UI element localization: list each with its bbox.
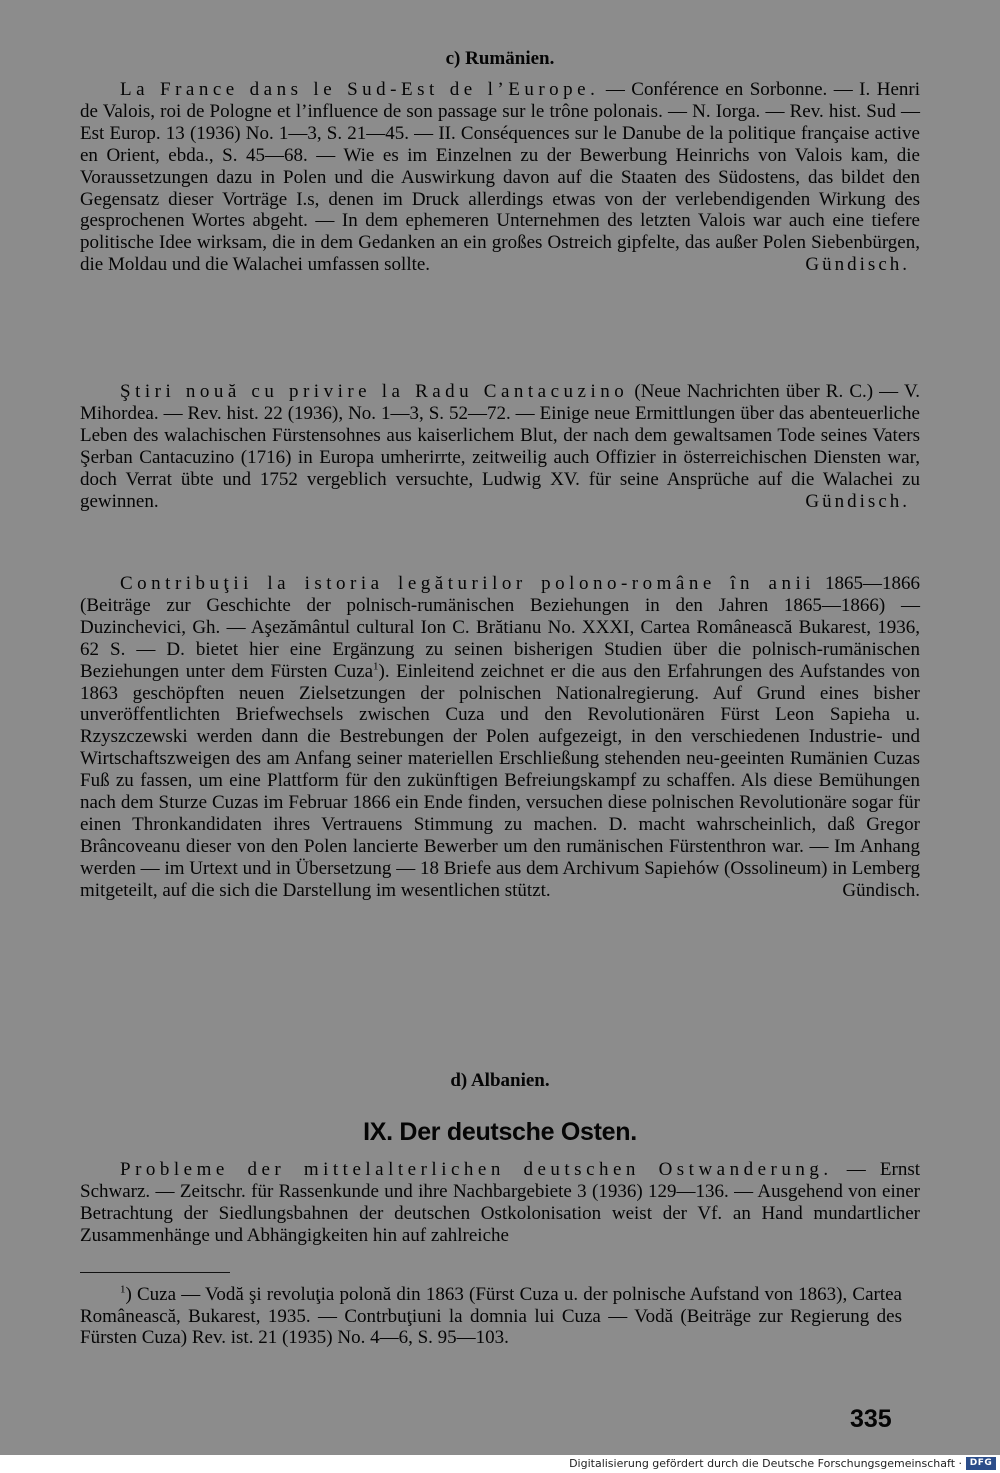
section-heading-albanien: d) Albanien.	[450, 1070, 550, 1091]
chapter-heading: IX. Der deutsche Osten.	[363, 1118, 637, 1146]
digitization-credit-bar	[0, 1455, 1000, 1473]
bibliography-entry-la-france	[80, 79, 920, 276]
footnote-mark: 1	[120, 1283, 126, 1296]
footnote-reference[interactable]: 1	[373, 660, 379, 673]
bibliography-entry-stiri-noua	[80, 381, 920, 512]
reviewer-signature: Gündisch.	[805, 490, 910, 512]
footnote	[80, 1284, 902, 1349]
page-number: 335	[850, 1405, 892, 1433]
entry-title: Probleme der mittelalterlichen deutschen Ostwanderung.	[120, 1159, 833, 1180]
entry-title: La France dans le Sud-Est de l’Europe.	[120, 79, 600, 100]
entry-body: 1865—1866 (Beiträge zur Geschichte der polnisch-rumänischen Beziehungen in den Jahren 1865—1866) — Duzinchevici, Gh. — Aşezământul cultural Ion C. Brătianu No. XXXI, Cartea Românească Bukarest, 1936, 62 S. — D. bietet hier eine Ergänzung zu seinen bisherigen Studien über die polnisch-rumänischen Beziehungen unter dem Fürsten Cuza	[80, 573, 920, 682]
entry-body: — Conférence en Sorbonne. — I. Henri de Valois, roi de Pologne et l’influence de son passage sur le trône polonais. — N. Iorga. — Rev. hist. Sud — Est Europ. 13 (1936) No. 1—3, S. 21—45. — II. Conséquences sur le Danube de la politique française active en Orient, ebda., S. 45—68. — Wie es im Einzelnen zu der Bewerbung Heinrichs von Valois kam, die Voraussetzungen dazu in Polen und die Auswirkung davon auf die Staaten des Südostens, das bildet den Gegensatz dieser Vorträge I.s, denen im Druck allerdings etwas von der verlebendigenden Wirkung des gesprochenen Wortes abgeht. — In dem ephemeren Unternehmen des letzten Valois war auch eine tiefere politische Idee wirksam, die in dem Gedanken an ein großes Ostreich gipfelte, das außer Polen Siebenbürgen, die Moldau und die Walachei umfassen sollte.	[80, 79, 920, 276]
entry-body-continued: ). Einleitend zeichnet er die aus den Erfahrungen des Aufstandes von 1863 geschöpften neuen Zielsetzungen der polnischen Nationalregierung. Auf Grund eines bisher unveröffentlichten Briefwechsels zwischen Cuza und den Revolutionären Fürst Leon Sapieha u. Rzyszczewski werden dann die Bestrebungen der Polen aufgezeigt, in den verschiedenen Industrie- und Wirtschaftszweigen des am Anfang seiner materiellen Erschließung stehenden neu-geeinten Rumänien Cuzas Fuß zu fassen, um eine Plattform für den zukünftigen Befreiungskampf zu schaffen. Als diese Bemühungen nach dem Sturze Cuzas im Februar 1866 ein Ende finden, versuchen diese polnischen Revolutionäre sogar für einen Thronkandidaten ihres Vertrauens Stimmung zu machen. D. macht wahrscheinlich, daß Gregor Brâncoveanu dieser von den Polen lancierte Bewerber um den rumänischen Fürstenthron war. — Im Anhang werden — im Urtext und in Übersetzung — 18 Briefe aus dem Archivum Sapiehów (Ossolineum) in Lemberg mitgeteilt, auf die sich die Darstellung im wesentlichen stützt.	[80, 660, 920, 901]
bibliography-entry-probleme	[80, 1159, 920, 1247]
section-heading-rumaenien: c) Rumänien.	[445, 48, 555, 69]
entry-title: Ştiri nouă cu privire la Radu Cantacuzino	[120, 381, 629, 402]
entry-title: Contribuţii la istoria legăturilor polono-române în anii	[120, 573, 815, 594]
footnote-text: ) Cuza — Vodă şi revoluţia polonă din 1863 (Fürst Cuza u. der polnische Aufstand von 1863), Cartea Românească, Bukarest, 1935. — Contrbuţiuni la domnia lui Cuza — Vodă (Beiträge zur Regierung des Fürsten Cuza) Rev. ist. 21 (1935) No. 4—6, S. 95—103.	[80, 1284, 902, 1349]
bibliography-entry-contributii	[80, 573, 920, 902]
digitization-credit-text[interactable]: Digitalisierung gefördert durch die Deutsche Forschungsgemeinschaft ·	[569, 1457, 962, 1470]
reviewer-signature: Gündisch.	[842, 879, 920, 901]
entry-body: — Ernst Schwarz. — Zeitschr. für Rassenkunde und ihre Nachbargebiete 3 (1936) 129—136. — Ausgehend von einer Betrachtung der Siedlungsbahnen der deutschen Ostkolonisation weist der Vf. an Hand mundartlicher Zusammenhänge und Abhängigkeiten hin auf zahlreiche	[80, 1159, 920, 1246]
entry-body: (Neue Nachrichten über R. C.) — V. Mihordea. — Rev. hist. 22 (1936), No. 1—3, S. 52—72. — Einige neue Ermittlungen über das abenteuerliche Leben des walachischen Fürstensohnes aus kaiserlichem Blut, der nach dem gewaltsamen Tode seines Vaters Şerban Cantacuzino (1716) in Europa umherirrte, zeitweilig auch Offizier in österreichischen Diensten war, doch Verrat übte und 1752 vergeblich versuchte, Ludwig XV. für seine Ansprüche auf die Walachei zu gewinnen.	[80, 381, 920, 512]
footnote-separator	[80, 1272, 230, 1273]
reviewer-signature: Gündisch.	[805, 254, 910, 276]
dfg-logo-icon[interactable]: DFG	[966, 1457, 996, 1470]
